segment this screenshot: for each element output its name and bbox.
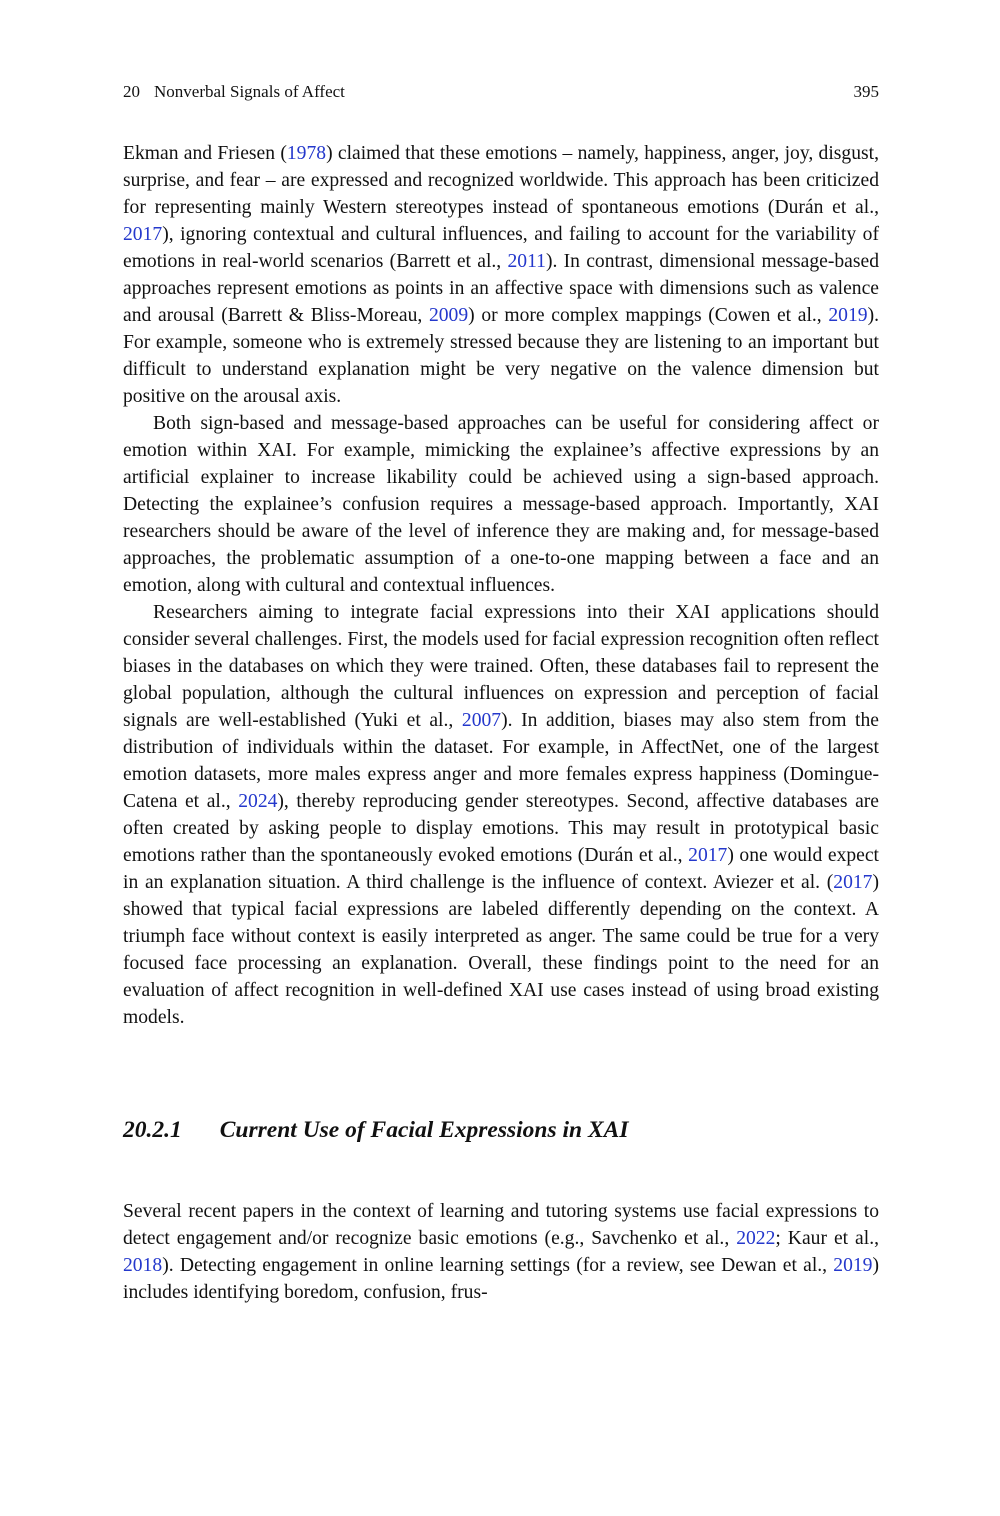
- running-header: [123, 82, 879, 102]
- citation-link[interactable]: 1978: [286, 143, 327, 164]
- running-header-left: [123, 82, 345, 102]
- page-number: 395: [853, 82, 879, 101]
- content-blocks: [123, 140, 879, 1306]
- citation-link[interactable]: 2024: [238, 791, 278, 812]
- body-paragraph: Several recent papers in the context of learning and tutoring systems use facial expressions to detect engagement and/or recognize basic emotions (e.g., Savchenko et al., 2022; Kaur et al., 2018). Detecting engagement in online learning settings (for a review, see Dewan et al., 2019) includes identifying boredom, confusion, frus-: [123, 1201, 879, 1303]
- body-paragraph: Both sign-based and message-based approaches can be useful for considering affect or emotion within XAI. For example, mimicking the explainee’s affective expressions by an artificial explainer to increase likability could be achieved using a sign-based approach. Detecting the explainee’s confusion requires a message-based approach. Importantly, XAI researchers should be aware of the level of inference they are making and, for message-based approaches, the problematic assumption of a one-to-one mapping between a face and an emotion, along with cultural and contextual influences.: [123, 413, 879, 596]
- chapter-title: Nonverbal Signals of Affect: [154, 82, 345, 101]
- section-heading: [123, 1117, 879, 1144]
- citation-link[interactable]: 2022: [736, 1228, 776, 1249]
- citation-link[interactable]: 2017: [688, 845, 728, 866]
- citation-link[interactable]: 2019: [828, 305, 868, 326]
- citation-link[interactable]: 2009: [428, 305, 469, 326]
- body-paragraph: Ekman and Friesen (1978) claimed that these emotions – namely, happiness, anger, joy, disgust, surprise, and fear – are expressed and recognized worldwide. This approach has been criticized for representing mainly Western stereotypes instead of spontaneous emotions (Durán et al., 2017), ignoring contextual and cultural influences, and failing to account for the variability of emotions in real-world scenarios (Barrett et al., 2011). In contrast, dimensional message-based approaches represent emotions as points in an affective space with dimensions such as valence and arousal (Barrett & Bliss-Moreau, 2009) or more complex mappings (Cowen et al., 2019). For example, someone who is extremely stressed because they are listening to an important but difficult to understand explanation might be very negative on the valence dimension but positive on the arousal axis.: [123, 143, 879, 407]
- citation-link[interactable]: 2018: [123, 1255, 163, 1276]
- chapter-number: 20: [123, 82, 140, 101]
- citation-link[interactable]: 2017: [833, 872, 873, 893]
- citation-link[interactable]: 2017: [123, 224, 163, 245]
- citation-link[interactable]: 2007: [461, 710, 502, 731]
- body-paragraph: Researchers aiming to integrate facial expressions into their XAI applications should consider several challenges. First, the models used for facial expression recognition often reflect biases in the databases on which they were trained. Often, these databases fail to represent the global population, although the cultural influences on expression and perception of facial signals are well-established (Yuki et al., 2007). In addition, biases may also stem from the distribution of individuals within the dataset. For example, in AffectNet, one of the largest emotion datasets, more males express anger and more females express happiness (Domingue-Catena et al., 2024), thereby reproducing gender stereotypes. Second, affective databases are often created by asking people to display emotions. This may result in prototypical basic emotions rather than the spontaneously evoked emotions (Durán et al., 2017) one would expect in an explanation situation. A third challenge is the influence of context. Aviezer et al. (2017) showed that typical facial expressions are labeled differently depending on the context. A triumph face without context is easily interpreted as anger. The same could be true for a very focused face processing an explanation. Overall, these findings point to the need for an evaluation of affect recognition in well-defined XAI use cases instead of using broad existing models.: [123, 602, 880, 1028]
- citation-link[interactable]: 2019: [833, 1255, 873, 1276]
- section-heading-title: Current Use of Facial Expressions in XAI: [219, 1117, 629, 1143]
- section-heading-number: 20.2.1: [123, 1117, 182, 1143]
- content-area: [123, 82, 879, 1306]
- citation-link[interactable]: 2011: [507, 251, 546, 272]
